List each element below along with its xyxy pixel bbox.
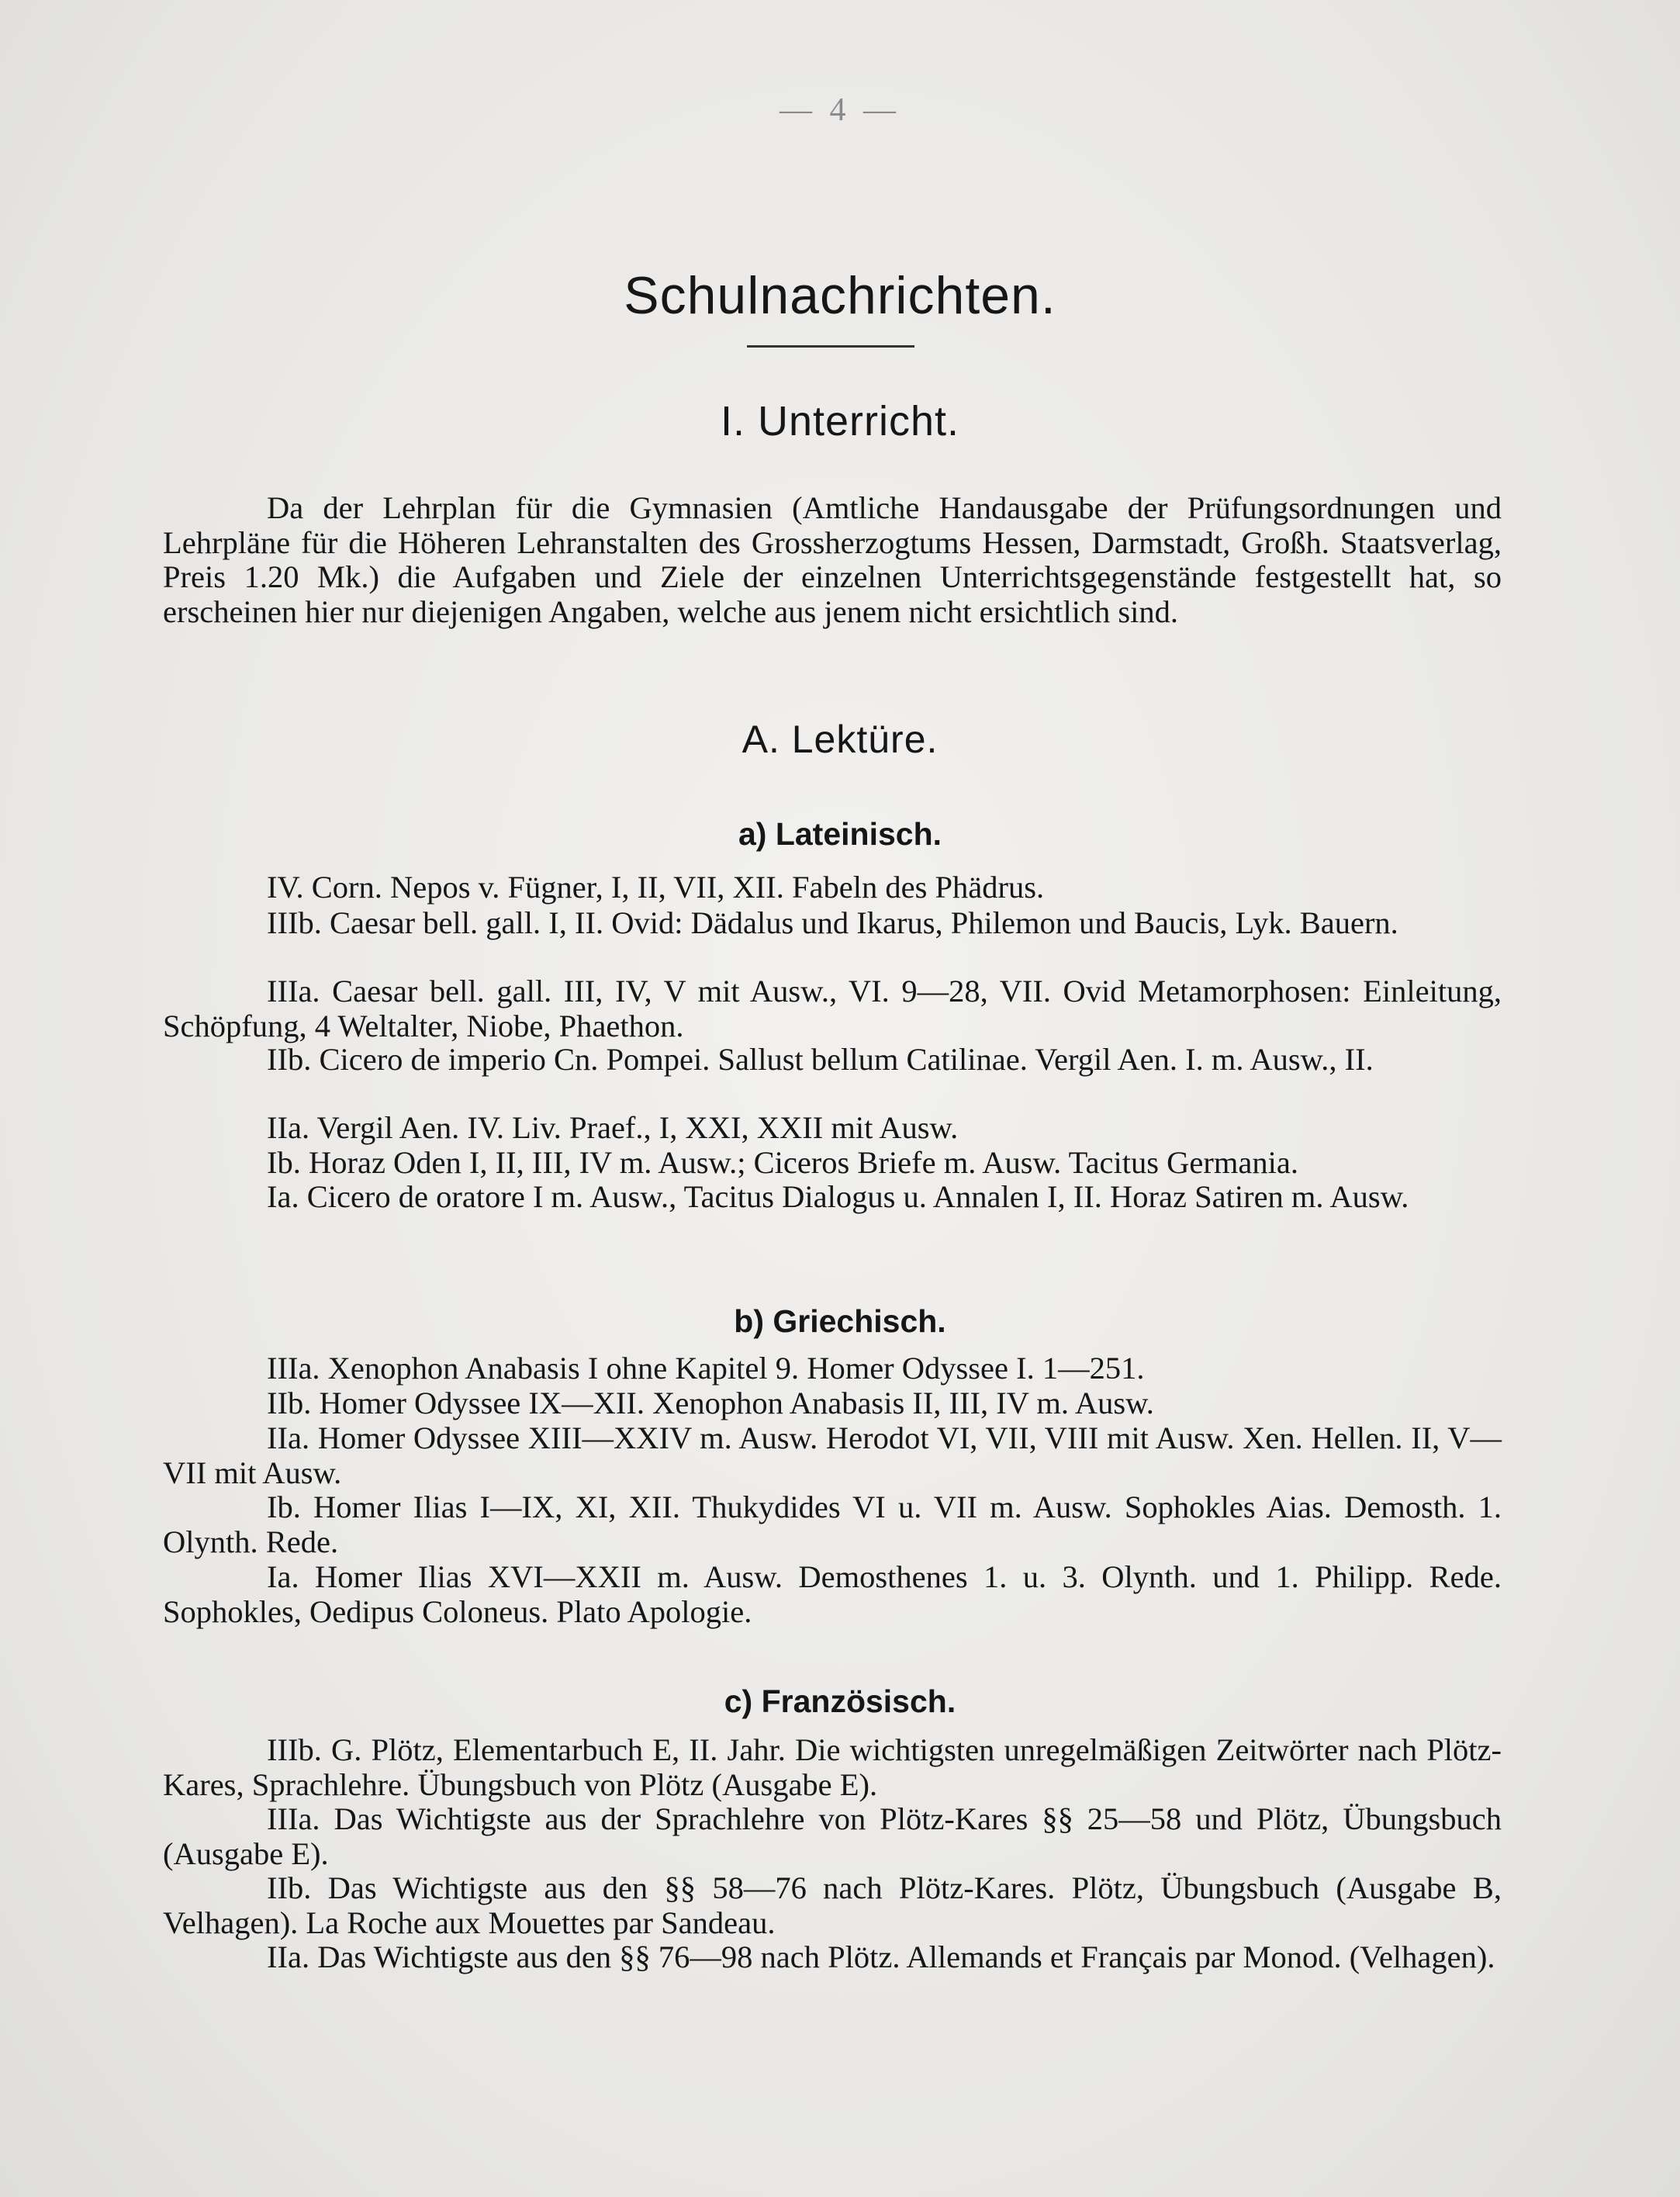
franzoesisch-entry: IIIb. G. Plötz, Elementarbuch E, II. Jahr. Die wichtigsten unregelmäßigen Zeitwörter nach Plötz-Kares, Sprachlehre. Übungsbuch von Plötz (Ausgabe E). <box>163 1732 1502 1802</box>
franzoesisch-entry: IIIa. Das Wichtigste aus der Sprachlehre von Plötz-Kares §§ 25—58 und Plötz, Übungsbuch (Ausgabe E). <box>163 1801 1502 1871</box>
franzoesisch-entry: IIa. Das Wichtigste aus den §§ 76—98 nach Plötz. Allemands et Français par Monod. (Velhagen). <box>267 1939 1495 1974</box>
page-title: Schulnachrichten. <box>624 265 1056 325</box>
latein-entry: IIIa. Caesar bell. gall. III, IV, V mit Ausw., VI. 9—28, VII. Ovid Metamorphosen: Einleitung, Schöpfung, 4 Weltalter, Niobe, Phaethon. <box>163 974 1502 1043</box>
latein-entry: IIa. Vergil Aen. IV. Liv. Praef., I, XXI, XXII mit Ausw. <box>267 1110 959 1145</box>
page-number: — 4 — <box>780 92 900 128</box>
griechisch-entry: Ia. Homer Ilias XVI—XXII m. Ausw. Demosthenes 1. u. 3. Olynth. und 1. Philipp. Rede. Sophokles, Oedipus Coloneus. Plato Apologie. <box>163 1559 1502 1629</box>
title-divider <box>747 345 914 348</box>
franzoesisch-entry: IIb. Das Wichtigste aus den §§ 58—76 nach Plötz-Kares. Plötz, Übungsbuch (Ausgabe B, Velhagen). La Roche aux Mouettes par Sandeau. <box>163 1870 1502 1940</box>
griechisch-entry: IIIa. Xenophon Anabasis I ohne Kapitel 9. Homer Odyssee I. 1—251. <box>267 1351 1145 1386</box>
subheading-lateinisch: a) Lateinisch. <box>738 816 942 852</box>
section-heading-lektuere: A. Lektüre. <box>741 718 939 761</box>
section-heading-unterricht: I. Unterricht. <box>720 398 960 445</box>
griechisch-entry: Ib. Homer Ilias I—IX, XI, XII. Thukydides VI u. VII m. Ausw. Sophokles Aias. Demosth. 1. Olynth. Rede. <box>163 1489 1502 1559</box>
griechisch-entry: IIa. Homer Odyssee XIII—XXIV m. Ausw. Herodot VI, VII, VIII mit Ausw. Xen. Hellen. II, V—VII mit Ausw. <box>163 1420 1502 1490</box>
latein-entry: Ia. Cicero de oratore I m. Ausw., Tacitus Dialogus u. Annalen I, II. Horaz Satiren m. Ausw. <box>267 1179 1409 1214</box>
griechisch-entry: IIb. Homer Odyssee IX—XII. Xenophon Anabasis II, III, IV m. Ausw. <box>267 1386 1154 1420</box>
latein-entry: Ib. Horaz Oden I, II, III, IV m. Ausw.; Ciceros Briefe m. Ausw. Tacitus Germania. <box>267 1145 1298 1180</box>
subheading-franzoesisch: c) Französisch. <box>724 1683 956 1719</box>
latein-entry: IV. Corn. Nepos v. Fügner, I, II, VII, XII. Fabeln des Phädrus. <box>267 870 1045 905</box>
latein-entry: IIb. Cicero de imperio Cn. Pompei. Sallust bellum Catilinae. Vergil Aen. I. m. Ausw., II. <box>267 1042 1374 1077</box>
latein-entry: IIIb. Caesar bell. gall. I, II. Ovid: Dädalus und Ikarus, Philemon und Baucis, Lyk. Bauern. <box>267 905 1398 940</box>
subheading-griechisch: b) Griechisch. <box>734 1303 946 1339</box>
intro-paragraph: Da der Lehrplan für die Gymnasien (Amtliche Handausgabe der Prüfungsordnungen und Lehrpläne für die Höheren Lehranstalten des Grossherzogtums Hessen, Darmstadt, Großh. Staatsverlag, Preis 1.20 Mk.) die Aufgaben und Ziele der einzelnen Unterrichtsgegenstände festgestellt hat, so erscheinen hier nur diejenigen Angaben, welche aus jenem nicht ersichtlich sind. <box>163 490 1502 629</box>
